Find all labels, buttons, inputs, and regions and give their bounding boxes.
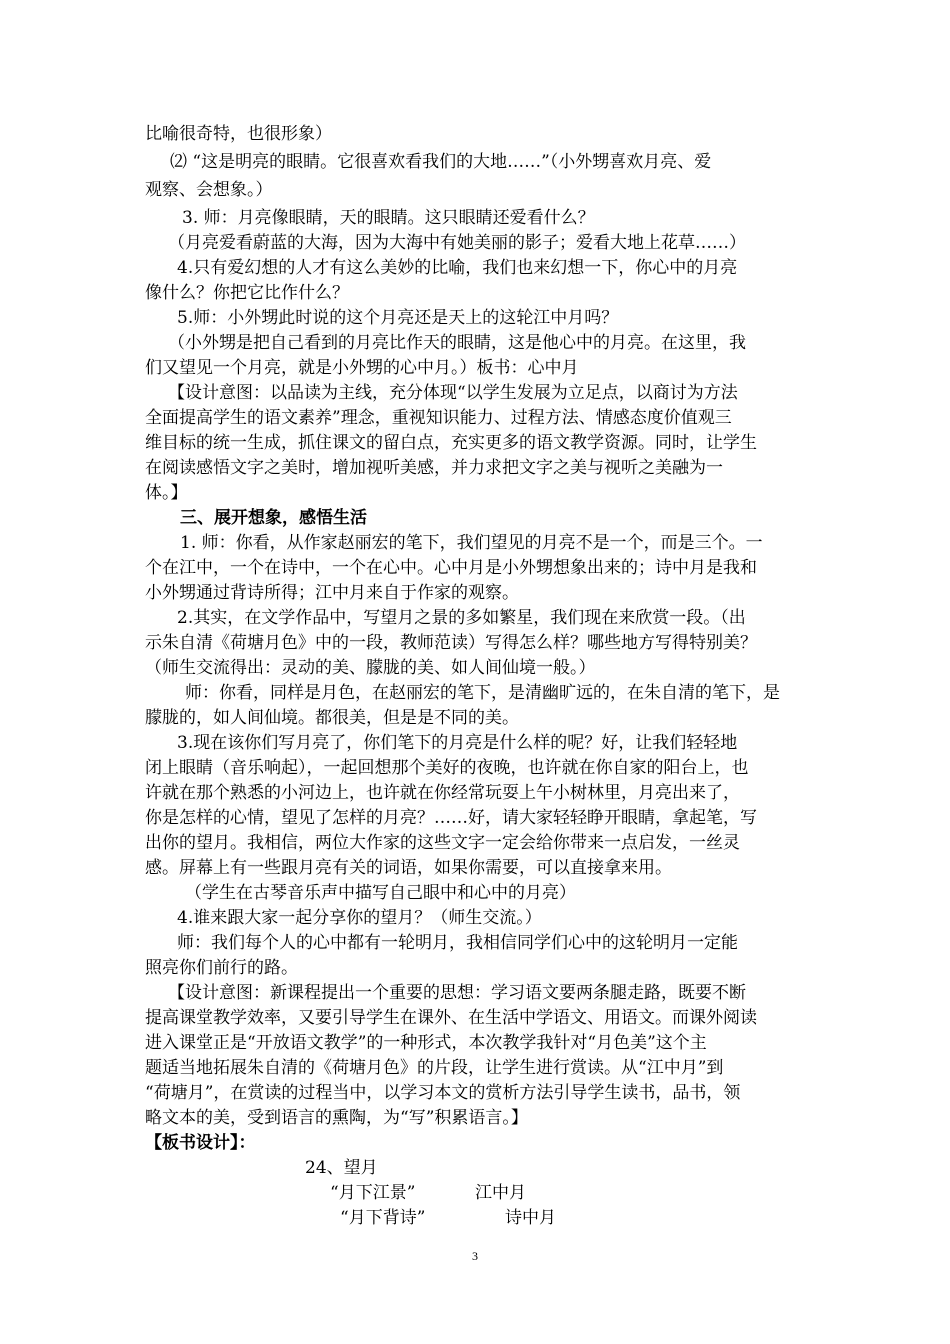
text-line: 4.只有爱幻想的人才有这么美妙的比喻，我们也来幻想一下，你心中的月亮 [177, 258, 738, 278]
text-line: 感。屏幕上有一些跟月亮有关的词语，如果你需要，可以直接拿来用。 [145, 858, 672, 878]
text-line: 出你的望月。我相信，两位大作家的这些文字一定会给你带来一点启发，一丝灵 [145, 833, 740, 853]
text-line: 们又望见一个月亮，就是小外甥的心中月。）板书：心中月 [145, 358, 579, 378]
text-line: 师：你看，同样是月色，在赵丽宏的笔下，是清幽旷远的，在朱自清的笔下，是 [185, 683, 780, 703]
text-line: 4.谁来跟大家一起分享你的望月？（师生交流。） [177, 908, 542, 928]
text-line: 师：我们每个人的心中都有一轮明月，我相信同学们心中的这轮明月一定能 [177, 933, 738, 953]
design-intent-line: 维目标的统一生成，抓住课文的留白点，充实更多的语文教学资源。同时，让学生 [145, 433, 757, 453]
text-line: 许就在那个熟悉的小河边上，也许就在你经常玩耍上午小树林里，月亮出来了， [145, 783, 740, 803]
board-item-value: 江中月 [475, 1183, 526, 1203]
text-line: 1. 师：你看，从作家赵丽宏的笔下，我们望见的月亮不是一个，而是三个。一 [180, 533, 763, 553]
section-heading: 三、展开想象，感悟生活 [180, 508, 367, 528]
text-line: 像什么？你把它比作什么？ [145, 283, 349, 303]
design-intent-line: 全面提高学生的语文素养”理念，重视知识能力、过程方法、情感态度价值观三 [145, 408, 732, 428]
text-line: 朦胧的，如人间仙境。都很美，但是是不同的美。 [145, 708, 519, 728]
text-line: 3.现在该你们写月亮了，你们笔下的月亮是什么样的呢？好，让我们轻轻地 [177, 733, 738, 753]
board-item-label: “月下江景” [330, 1183, 416, 1203]
design-intent-line: 题适当地拓展朱自清的《荷塘月色》的片段，让学生进行赏读。从“江中月”到 [145, 1058, 724, 1078]
board-title: 24、望月 [305, 1158, 378, 1178]
text-line: ⑵ “这是明亮的眼睛。它很喜欢看我们的大地……”（小外甥喜欢月亮、爱 [170, 152, 712, 172]
design-intent-line: 在阅读感悟文字之美时，增加视听美感，并力求把文字之美与视听之美融为一 [145, 458, 723, 478]
text-line: 5.师：小外甥此时说的这个月亮还是天上的这轮江中月吗？ [177, 308, 619, 328]
text-line: 2.其实，在文学作品中，写望月之景的多如繁星，我们现在来欣赏一段。（出 [177, 608, 746, 628]
design-intent-line: 提高课堂教学效率，又要引导学生在课外、在生活中学语文、用语文。而课外阅读 [145, 1008, 757, 1028]
page-number: 3 [472, 1249, 478, 1263]
board-design-heading: 【板书设计】： [145, 1133, 256, 1153]
design-intent-line: 进入课堂正是“开放语文教学”的一种形式，本次教学我针对“月色美”这个主 [145, 1033, 707, 1053]
text-line: 照亮你们前行的路。 [145, 958, 298, 978]
text-line: 闭上眼睛（音乐响起），一起回想那个美好的夜晚，也许就在你自家的阳台上，也 [145, 758, 749, 778]
text-line: 3. 师：月亮像眼睛，天的眼睛。这只眼睛还爱看什么？ [182, 208, 595, 228]
text-line: （师生交流得出：灵动的美、朦胧的美、如人间仙境一般。） [145, 658, 596, 678]
design-intent-line: 【设计意图：以品读为主线，充分体现“以学生发展为立足点，以商讨为方法 [168, 383, 738, 403]
design-intent-line: “荷塘月”，在赏读的过程当中，以学习本文的赏析方法引导学生读书，品书，领 [145, 1083, 741, 1103]
text-line: （学生在古琴音乐声中描写自己眼中和心中的月亮） [185, 883, 576, 903]
design-intent-line: 略文本的美，受到语言的熏陶，为“写”积累语言。】 [145, 1108, 528, 1128]
text-line: 小外甥通过背诗所得；江中月来自于作家的观察。 [145, 583, 519, 603]
board-item-value: 诗中月 [505, 1208, 556, 1228]
text-line: 你是怎样的心情，望见了怎样的月亮？……好，请大家轻轻睁开眼睛，拿起笔，写 [145, 808, 757, 828]
text-line: 个在江中，一个在诗中，一个在心中。心中月是小外甥想象出来的；诗中月是我和 [145, 558, 757, 578]
design-intent-line: 【设计意图：新课程提出一个重要的思想：学习语文要两条腿走路，既要不断 [168, 983, 746, 1003]
board-item-label: “月下背诗” [340, 1208, 426, 1228]
text-line: 观察、会想象。） [145, 180, 273, 200]
text-line: 比喻很奇特，也很形象） [145, 124, 332, 144]
text-line: 示朱自清《荷塘月色》中的一段，教师范读）写得怎么样？哪些地方写得特别美？ [145, 633, 757, 653]
text-line: （小外甥是把自己看到的月亮比作天的眼睛，这是他心中的月亮。在这里，我 [168, 333, 746, 353]
text-line: （月亮爱看蔚蓝的大海，因为大海中有她美丽的影子；爱看大地上花草……） [168, 233, 746, 253]
design-intent-line: 体。】 [145, 483, 188, 503]
